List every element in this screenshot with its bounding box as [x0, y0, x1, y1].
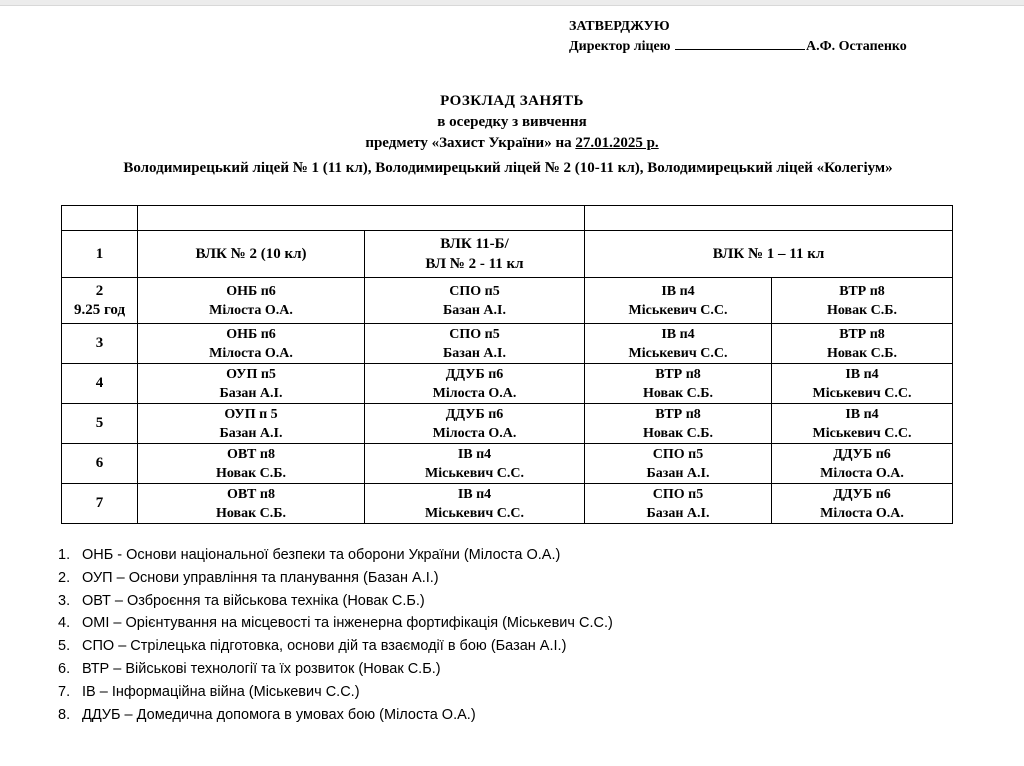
legend-item — [58, 544, 613, 567]
lesson-subject: ІВ п4 — [661, 326, 695, 342]
legend-number: 5. — [58, 638, 71, 655]
lesson-teacher: Мілоста О.А. — [820, 505, 904, 521]
schedule-table — [61, 205, 953, 524]
legend-number: 7. — [58, 683, 71, 700]
title-date: 27.01.2025 р. — [575, 135, 659, 151]
legend-number: 1. — [58, 547, 71, 563]
lesson-cell — [585, 278, 772, 324]
lesson-cell — [585, 484, 772, 524]
lesson-subject: СПО п5 — [652, 486, 704, 502]
legend-item — [58, 567, 613, 590]
table-row — [62, 484, 953, 524]
lesson-subject: ОВТ п8 — [227, 486, 275, 502]
lesson-number-cell — [62, 444, 138, 484]
lesson-number: 5 — [95, 415, 104, 431]
legend-item — [58, 635, 613, 658]
lesson-subject: ДДУБ п6 — [833, 486, 891, 502]
legend-text: ВТР – Військові технології та їх розвиток (Новак С.Б.) — [82, 660, 441, 677]
header-col-vlk2: ВЛК № 2 (10 кл) — [138, 231, 365, 278]
top-border — [0, 0, 1024, 6]
table-header-row — [62, 231, 953, 278]
header-col2-line1: ВЛК 11-Б/ — [440, 236, 509, 252]
table-row-blank — [62, 206, 953, 231]
table-row — [62, 364, 953, 404]
lesson-subject: ВТР п8 — [655, 366, 701, 382]
lesson-subject: ІВ п4 — [661, 283, 695, 299]
lesson-teacher: Міськевич С.С. — [628, 345, 728, 361]
lesson-teacher: Базан А.І. — [442, 302, 506, 318]
lesson-teacher: Базан А.І. — [219, 385, 283, 401]
lesson-subject: СПО п5 — [449, 326, 500, 342]
legend-item — [58, 681, 613, 704]
legend-text: ІВ – Інформаційна війна (Міськевич С.С.) — [82, 683, 360, 700]
legend-item — [58, 658, 613, 681]
lesson-cell — [138, 278, 365, 324]
lesson-teacher: Міськевич С.С. — [425, 505, 524, 521]
lesson-teacher: Міськевич С.С. — [812, 425, 912, 441]
lesson-cell — [585, 364, 772, 404]
legend-number: 2. — [58, 569, 71, 586]
lesson-teacher: Мілоста О.А. — [432, 425, 517, 441]
table-row — [62, 404, 953, 444]
document-title — [0, 91, 1024, 154]
lesson-teacher: Мілоста О.А. — [820, 465, 904, 481]
lesson-cell — [585, 444, 772, 484]
lesson-cell — [772, 484, 953, 524]
legend-text: СПО – Стрілецька підготовка, основи дій та взаємодії в бою (Базан А.І.) — [82, 638, 567, 655]
lesson-teacher: Мілоста О.А. — [209, 345, 293, 361]
lesson-teacher: Базан А.І. — [646, 505, 710, 521]
lesson-subject: ВТР п8 — [839, 326, 885, 342]
lesson-subject: ОНБ п6 — [226, 283, 276, 299]
lesson-time: 9.25 год — [73, 301, 126, 318]
legend-text: ДДУБ – Домедична допомога в умовах бою (Мілоста О.А.) — [82, 706, 476, 723]
schools-line: Володимирецький ліцей № 1 (11 кл), Володимирецький ліцей № 2 (10-11 кл), Володимирецький ліцей «Колегіум» — [123, 160, 893, 176]
lesson-cell — [365, 404, 585, 444]
lesson-cell — [365, 444, 585, 484]
director-signature-line — [569, 37, 907, 57]
header-col2-line2: ВЛ № 2 - 11 кл — [425, 256, 524, 272]
lesson-cell — [772, 404, 953, 444]
lesson-subject: ВТР п8 — [839, 283, 885, 299]
lesson-teacher: Новак С.Б. — [215, 465, 287, 481]
lesson-teacher: Міськевич С.С. — [628, 302, 728, 318]
lesson-number: 2 — [95, 282, 104, 299]
lesson-cell — [138, 404, 365, 444]
legend-number: 3. — [58, 592, 71, 609]
lesson-teacher: Мілоста О.А. — [432, 385, 517, 401]
director-label: Директор ліцею — [569, 39, 671, 54]
legend-item — [58, 704, 613, 727]
schedule-body — [62, 278, 953, 524]
lesson-cell — [585, 324, 772, 364]
lesson-cell — [585, 404, 772, 444]
lesson-cell — [365, 484, 585, 524]
legend-number: 4. — [58, 615, 71, 632]
table-row — [62, 444, 953, 484]
lesson-subject: ДДУБ п6 — [445, 406, 504, 422]
lesson-number-cell — [62, 484, 138, 524]
lesson-cell — [138, 364, 365, 404]
lesson-cell — [772, 364, 953, 404]
header-col-vlk11b — [365, 231, 585, 278]
lesson-cell — [138, 444, 365, 484]
lesson-teacher: Міськевич С.С. — [425, 465, 524, 481]
legend-text: ОУП – Основи управління та планування (Базан А.І.) — [82, 569, 439, 586]
legend-number: 8. — [58, 706, 71, 723]
header-num: 1 — [62, 231, 138, 278]
lesson-teacher: Новак С.Б. — [826, 302, 898, 318]
lesson-subject: ОУП п5 — [226, 366, 276, 382]
lesson-cell — [365, 324, 585, 364]
title-line3 — [0, 133, 1024, 154]
lesson-cell — [772, 278, 953, 324]
lesson-cell — [365, 278, 585, 324]
lesson-number: 4 — [95, 375, 104, 391]
title-main: РОЗКЛАД ЗАНЯТЬ — [440, 93, 584, 109]
lesson-teacher: Новак С.Б. — [642, 425, 714, 441]
table-cell — [585, 206, 953, 231]
lesson-subject: ДДУБ п6 — [833, 446, 891, 462]
lesson-subject: ОНБ п6 — [226, 326, 276, 342]
lesson-teacher: Базан А.І. — [219, 425, 283, 441]
legend-text: ОВТ – Озброєння та військова техніка (Новак С.Б.) — [82, 592, 425, 609]
title-line2: в осередку з вивчення — [437, 114, 587, 130]
director-name: А.Ф. Остапенко — [805, 39, 907, 54]
lesson-subject: ДДУБ п6 — [445, 366, 504, 382]
lesson-number: 3 — [95, 335, 104, 351]
lesson-teacher: Базан А.І. — [646, 465, 710, 481]
lesson-teacher: Мілоста О.А. — [209, 302, 293, 318]
lesson-subject: ІВ п4 — [845, 406, 879, 422]
lesson-number-cell — [62, 364, 138, 404]
approval-title: ЗАТВЕРДЖУЮ — [569, 19, 670, 34]
lesson-number: 6 — [95, 455, 104, 471]
lesson-teacher: Базан А.І. — [442, 345, 506, 361]
lesson-cell — [138, 484, 365, 524]
lesson-cell — [772, 444, 953, 484]
table-row — [62, 324, 953, 364]
table-cell — [138, 206, 585, 231]
lesson-subject: ІВ п4 — [845, 366, 879, 382]
legend-item — [58, 590, 613, 613]
lesson-subject: ІВ п4 — [457, 446, 492, 462]
lesson-number-cell — [62, 324, 138, 364]
lesson-number-cell — [62, 404, 138, 444]
lesson-subject: ОУП п 5 — [224, 406, 278, 422]
lesson-number: 7 — [95, 495, 104, 511]
lesson-cell — [772, 324, 953, 364]
lesson-teacher: Новак С.Б. — [215, 505, 287, 521]
signature-blank — [675, 37, 805, 50]
abbreviation-legend — [58, 544, 613, 726]
legend-item — [58, 612, 613, 635]
lesson-teacher: Новак С.Б. — [826, 345, 898, 361]
lesson-cell — [365, 364, 585, 404]
lesson-number-cell — [62, 278, 138, 324]
lesson-subject: ВТР п8 — [655, 406, 701, 422]
lesson-teacher: Новак С.Б. — [642, 385, 714, 401]
approval-stamp — [569, 17, 907, 57]
lesson-subject: ОВТ п8 — [227, 446, 275, 462]
legend-text: ОМІ – Орієнтування на місцевості та інженерна фортифікація (Міськевич С.С.) — [82, 615, 613, 632]
title-subject: предмету «Захист України» на — [365, 135, 576, 151]
table-row — [62, 278, 953, 324]
legend-number: 6. — [58, 660, 71, 677]
lesson-teacher: Міськевич С.С. — [812, 385, 912, 401]
table-cell — [62, 206, 138, 231]
header-col-vlk1: ВЛК № 1 – 11 кл — [585, 231, 953, 278]
lesson-subject: ІВ п4 — [457, 486, 492, 502]
legend-text: ОНБ - Основи національної безпеки та оборони України (Мілоста О.А.) — [82, 547, 561, 563]
lesson-subject: СПО п5 — [449, 283, 500, 299]
lesson-subject: СПО п5 — [652, 446, 704, 462]
lesson-cell — [138, 324, 365, 364]
